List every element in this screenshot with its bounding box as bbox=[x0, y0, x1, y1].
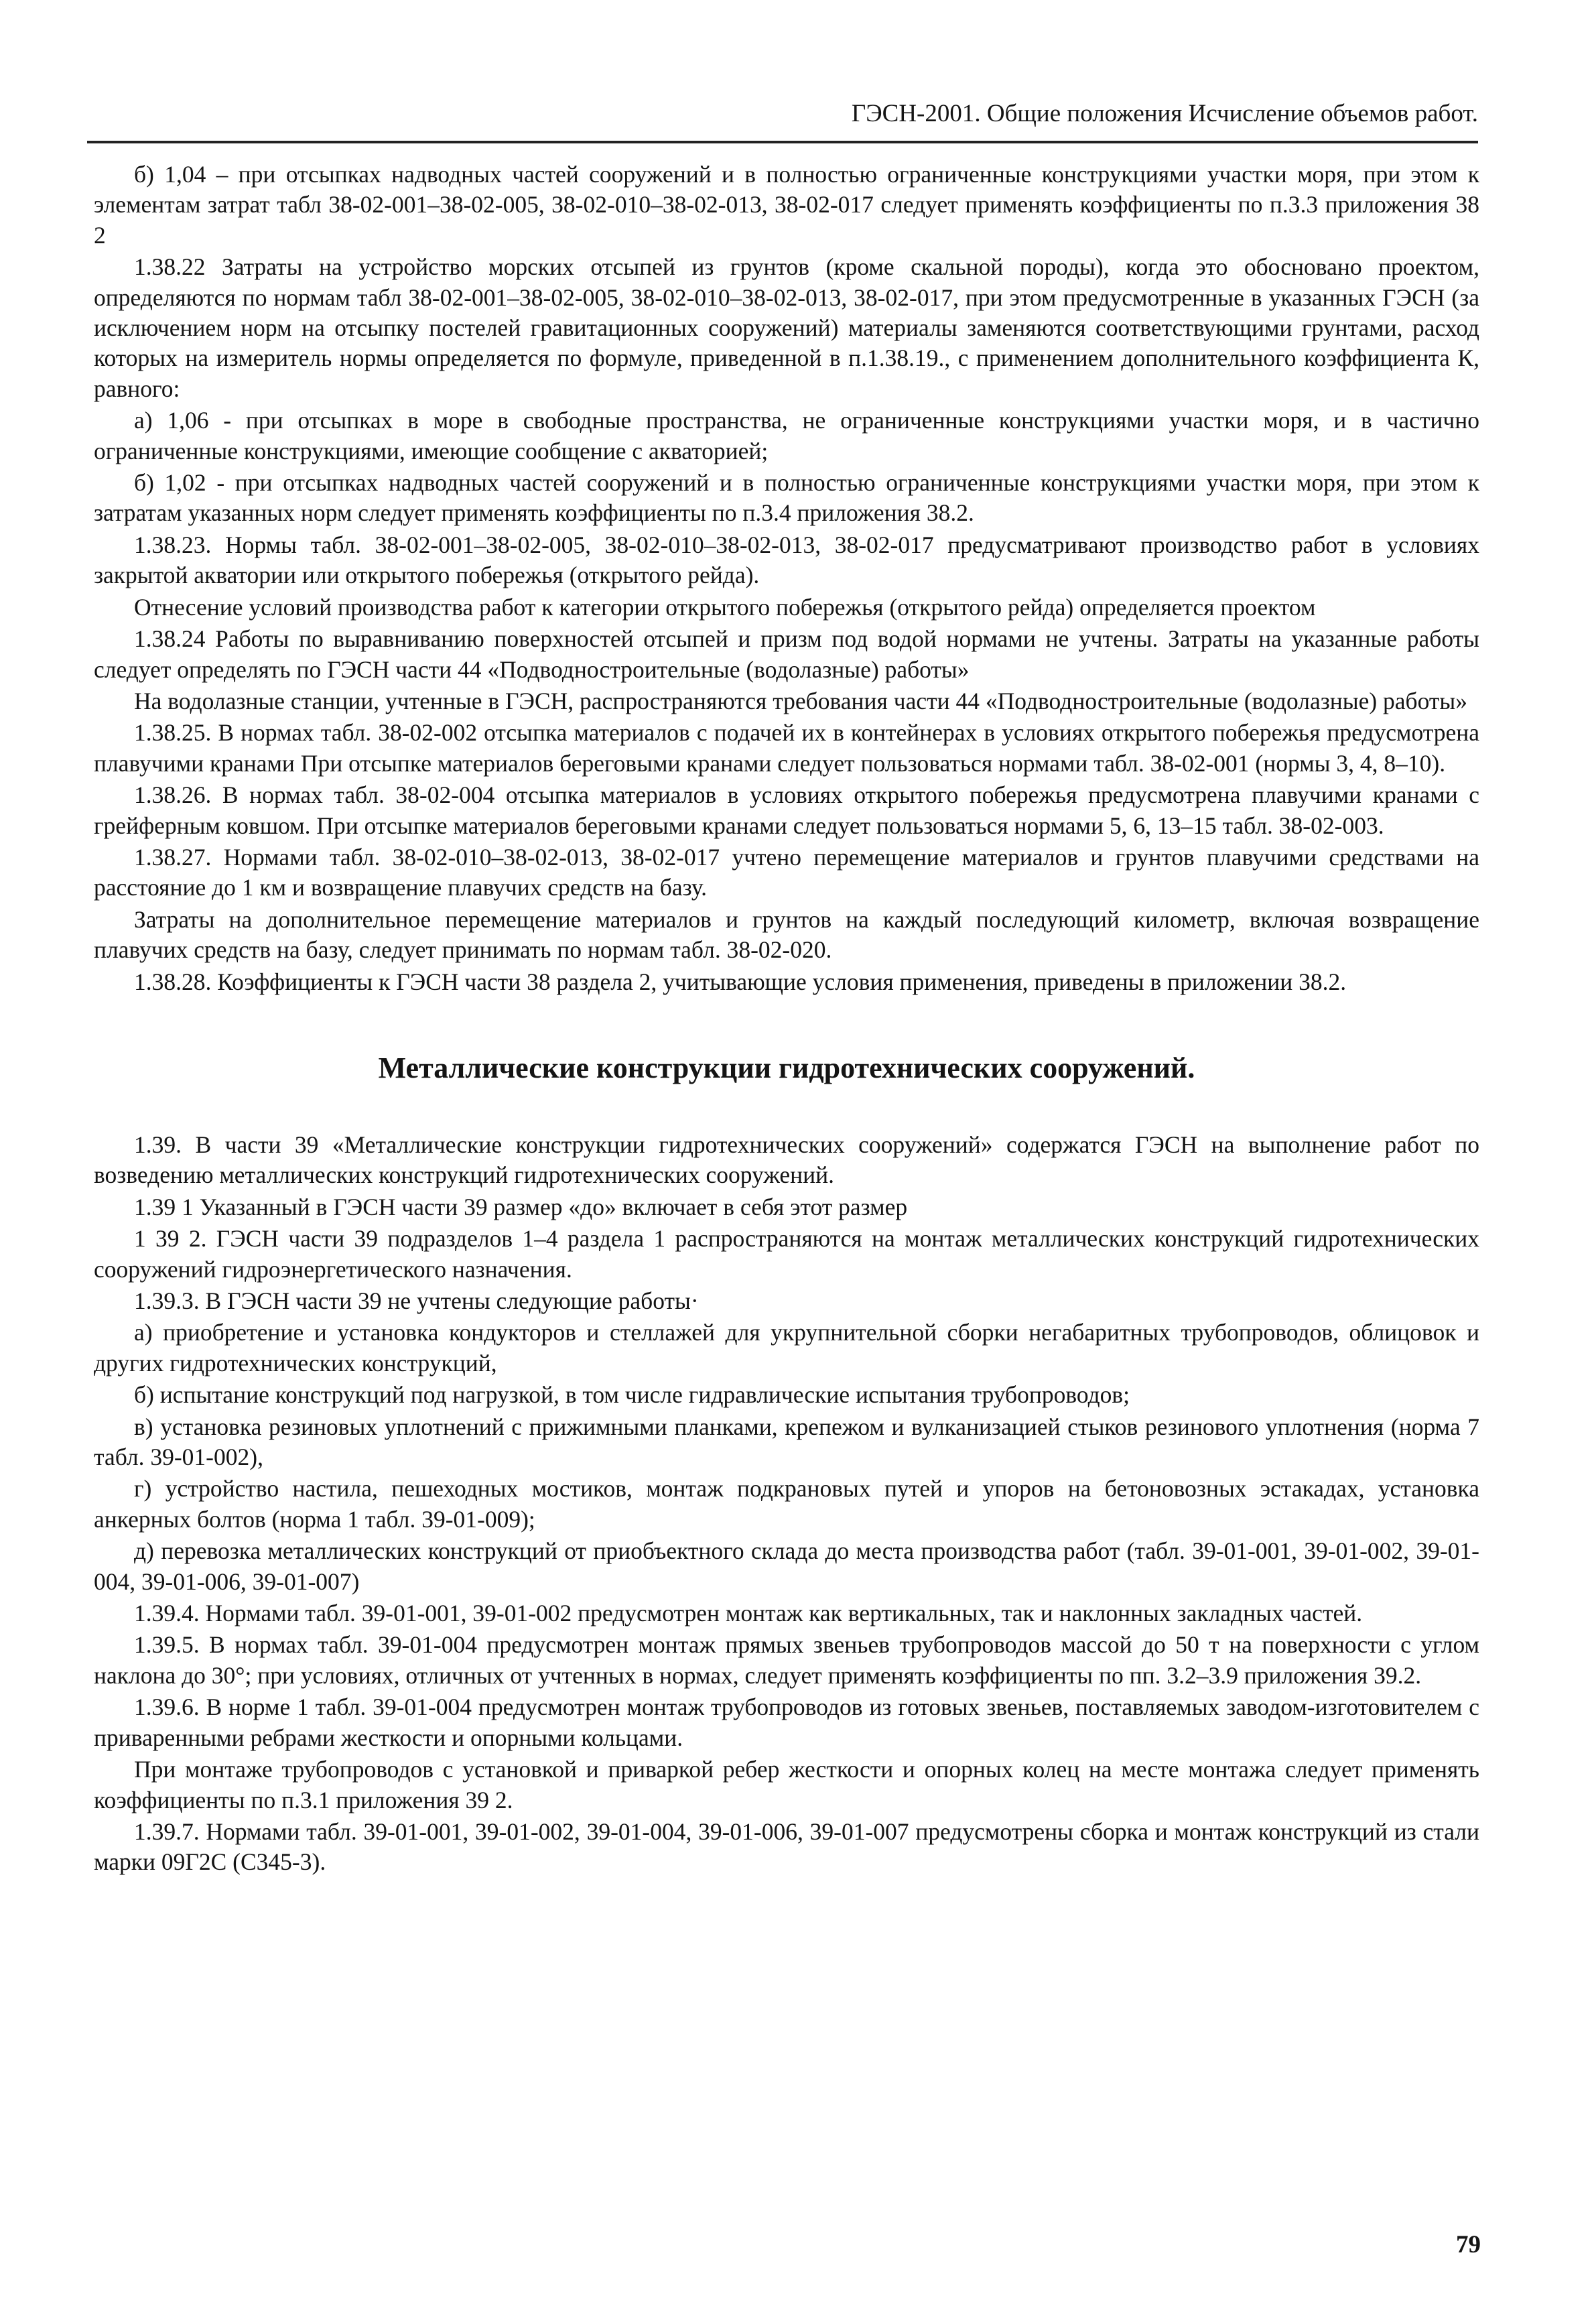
running-header-title: ГЭСН-2001. Общие положения Исчисление объемов работ. bbox=[851, 100, 1478, 127]
paragraph-1-39-3-g: г) устройство настила, пешеходных мостиков, монтаж подкрановых путей и упоров на бетоновозных эстакадах, установка анкерных болтов (норма 1 табл. 39-01-009); bbox=[94, 1475, 1479, 1533]
paragraph-1-38-28: 1.38.28. Коэффициенты к ГЭСН части 38 раздела 2, учитывающие условия применения, приведены в приложении 38.2. bbox=[134, 968, 1347, 995]
page-body bbox=[94, 159, 1479, 1879]
paragraph-1-38-24: 1.38.24 Работы по выравниванию поверхностей отсыпей и призм под водой нормами не учтены. Затраты на указанные работы следует определять по ГЭСН части 44 «Подводностроительные (водолазные) работы» bbox=[94, 625, 1479, 683]
paragraph-1-39-2: 1 39 2. ГЭСН части 39 подразделов 1–4 раздела 1 распространяются на монтаж металлических конструкций гидротехнических сооружений гидроэнергетического назначения. bbox=[94, 1225, 1479, 1283]
paragraph-1-39-3-b: б) испытание конструкций под нагрузкой, в том числе гидравлические испытания трубопроводов; bbox=[134, 1381, 1130, 1409]
paragraph-1-39-7: 1.39.7. Нормами табл. 39-01-001, 39-01-002, 39-01-004, 39-01-006, 39-01-007 предусмотрены сборка и монтаж конструкций из стали марки 09Г2С (С345-3). bbox=[94, 1817, 1479, 1876]
paragraph-1-04: б) 1,04 – при отсыпках надводных частей сооружений и в полностью ограниченные конструкциями участки моря, при этом к элементам затрат табл 38-02-001–38-02-005, 38-02-010–38-02-013, 38-02-017 следует применять коэффициенты по п.3.3 приложения 38 2 bbox=[94, 161, 1479, 249]
paragraph-1-38-23: 1.38.23. Нормы табл. 38-02-001–38-02-005, 38-02-010–38-02-013, 38-02-017 предусматривают производство работ в условиях закрытой акватории или открытого побережья (открытого рейда). bbox=[94, 531, 1479, 589]
running-header bbox=[87, 94, 1478, 143]
paragraph-1-38-27: 1.38.27. Нормами табл. 38-02-010–38-02-013, 38-02-017 учтено перемещение материалов и грунтов плавучими средствами на расстояние до 1 км и возвращение плавучих средств на базу. bbox=[94, 843, 1479, 901]
paragraph-1-38-24-note: На водолазные станции, учтенные в ГЭСН, распространяются требования части 44 «Подводностроительные (водолазные) работы» bbox=[134, 687, 1467, 714]
paragraph-1-38-25: 1.38.25. В нормах табл. 38-02-002 отсыпка материалов с подачей их в контейнерах в условиях открытого побережья предусмотрена плавучими кранами При отсыпке материалов береговыми кранами следует пользоваться нормами табл. 38-02-001 (нормы 3, 4, 8–10). bbox=[94, 719, 1479, 777]
paragraph-1-38-22-a: а) 1,06 - при отсыпках в море в свободные пространства, не ограниченные конструкциями участки моря, и в частично ограниченные конструкциями, имеющие сообщение с акваторией; bbox=[94, 407, 1479, 464]
paragraph-1-39-4: 1.39.4. Нормами табл. 39-01-001, 39-01-002 предусмотрен монтаж как вертикальных, так и наклонных закладных частей. bbox=[134, 1600, 1363, 1627]
paragraph-1-39-3-a: а) приобретение и установка кондукторов и стеллажей для укрупнительной сборки негабаритных трубопроводов, облицовок и других гидротехнических конструкций, bbox=[94, 1319, 1479, 1377]
paragraph-1-38-23-note: Отнесение условий производства работ к категории открытого побережья (открытого рейда) определяется проектом bbox=[134, 593, 1316, 621]
paragraph-1-39-6-note: При монтаже трубопроводов с установкой и приваркой ребер жесткости и опорных колец на месте монтажа следует применять коэффициенты по п.3.1 приложения 39 2. bbox=[94, 1756, 1479, 1813]
paragraph-1-39-6: 1.39.6. В норме 1 табл. 39-01-004 предусмотрен монтаж трубопроводов из готовых звеньев, поставляемых заводом-изготовителем с приваренными ребрами жесткости и опорными кольцами. bbox=[94, 1694, 1479, 1751]
paragraph-1-38-26: 1.38.26. В нормах табл. 38-02-004 отсыпка материалов в условиях открытого побережья предусмотрена плавучими кранами с грейферным ковшом. При отсыпке материалов береговыми кранами следует пользоваться нормами 5, 6, 13–15 табл. 38-02-003. bbox=[94, 781, 1479, 839]
paragraph-1-39: 1.39. В части 39 «Металлические конструкции гидротехнических сооружений» содержатся ГЭСН на выполнение работ по возведению металлических конструкций гидротехнических сооружений. bbox=[94, 1131, 1479, 1189]
paragraph-1-39-3-d: д) перевозка металлических конструкций от приобъектного склада до места производства работ (табл. 39-01-001, 39-01-002, 39-01-004, 39-01-006, 39-01-007) bbox=[94, 1537, 1479, 1595]
page-number: 79 bbox=[1456, 2231, 1481, 2258]
paragraph-1-39-1: 1.39 1 Указанный в ГЭСН части 39 размер «до» включает в себя этот размер bbox=[134, 1193, 908, 1220]
paragraph-1-39-5: 1.39.5. В нормах табл. 39-01-004 предусмотрен монтаж прямых звеньев трубопроводов массой до 50 т на поверхности с углом наклона до 30°; при условиях, отличных от учтенных в нормах, следует применять коэффициенты по пп. 3.2–3.9 приложения 39.2. bbox=[94, 1631, 1479, 1689]
paragraph-1-39-3: 1.39.3. В ГЭСН части 39 не учтены следующие работы· bbox=[134, 1287, 699, 1314]
section-title: Металлические конструкции гидротехнических сооружений. bbox=[378, 1051, 1195, 1084]
paragraph-1-38-22: 1.38.22 Затраты на устройство морских отсыпей из грунтов (кроме скальной породы), когда это обосновано проектом, определяются по нормам табл 38-02-001–38-02-005, 38-02-010–38-02-013, 38-02-017, при этом предусмотренные в указанных ГЭСН (за исключением норм на отсыпку постелей гравитационных сооружений) материалы заменяются соответствующими грунтами, расход которых на измеритель нормы определяется по формуле, приведенной в п.1.38.19., с применением дополнительного коэффициента К, равного: bbox=[94, 253, 1479, 402]
paragraph-1-39-3-v: в) установка резиновых уплотнений с прижимными планками, крепежом и вулканизацией стыков резинового уплотнения (норма 7 табл. 39-01-002), bbox=[94, 1413, 1479, 1471]
paragraph-1-38-27-note: Затраты на дополнительное перемещение материалов и грунтов на каждый последующий километр, включая возвращение плавучих средств на базу, следует принимать по нормам табл. 38-02-020. bbox=[94, 905, 1479, 964]
paragraph-1-38-22-b: б) 1,02 - при отсыпках надводных частей сооружений и в полностью ограниченные конструкциями участки моря, при этом к затратам указанных норм следует применять коэффициенты по п.3.4 приложения 38.2. bbox=[94, 469, 1479, 527]
